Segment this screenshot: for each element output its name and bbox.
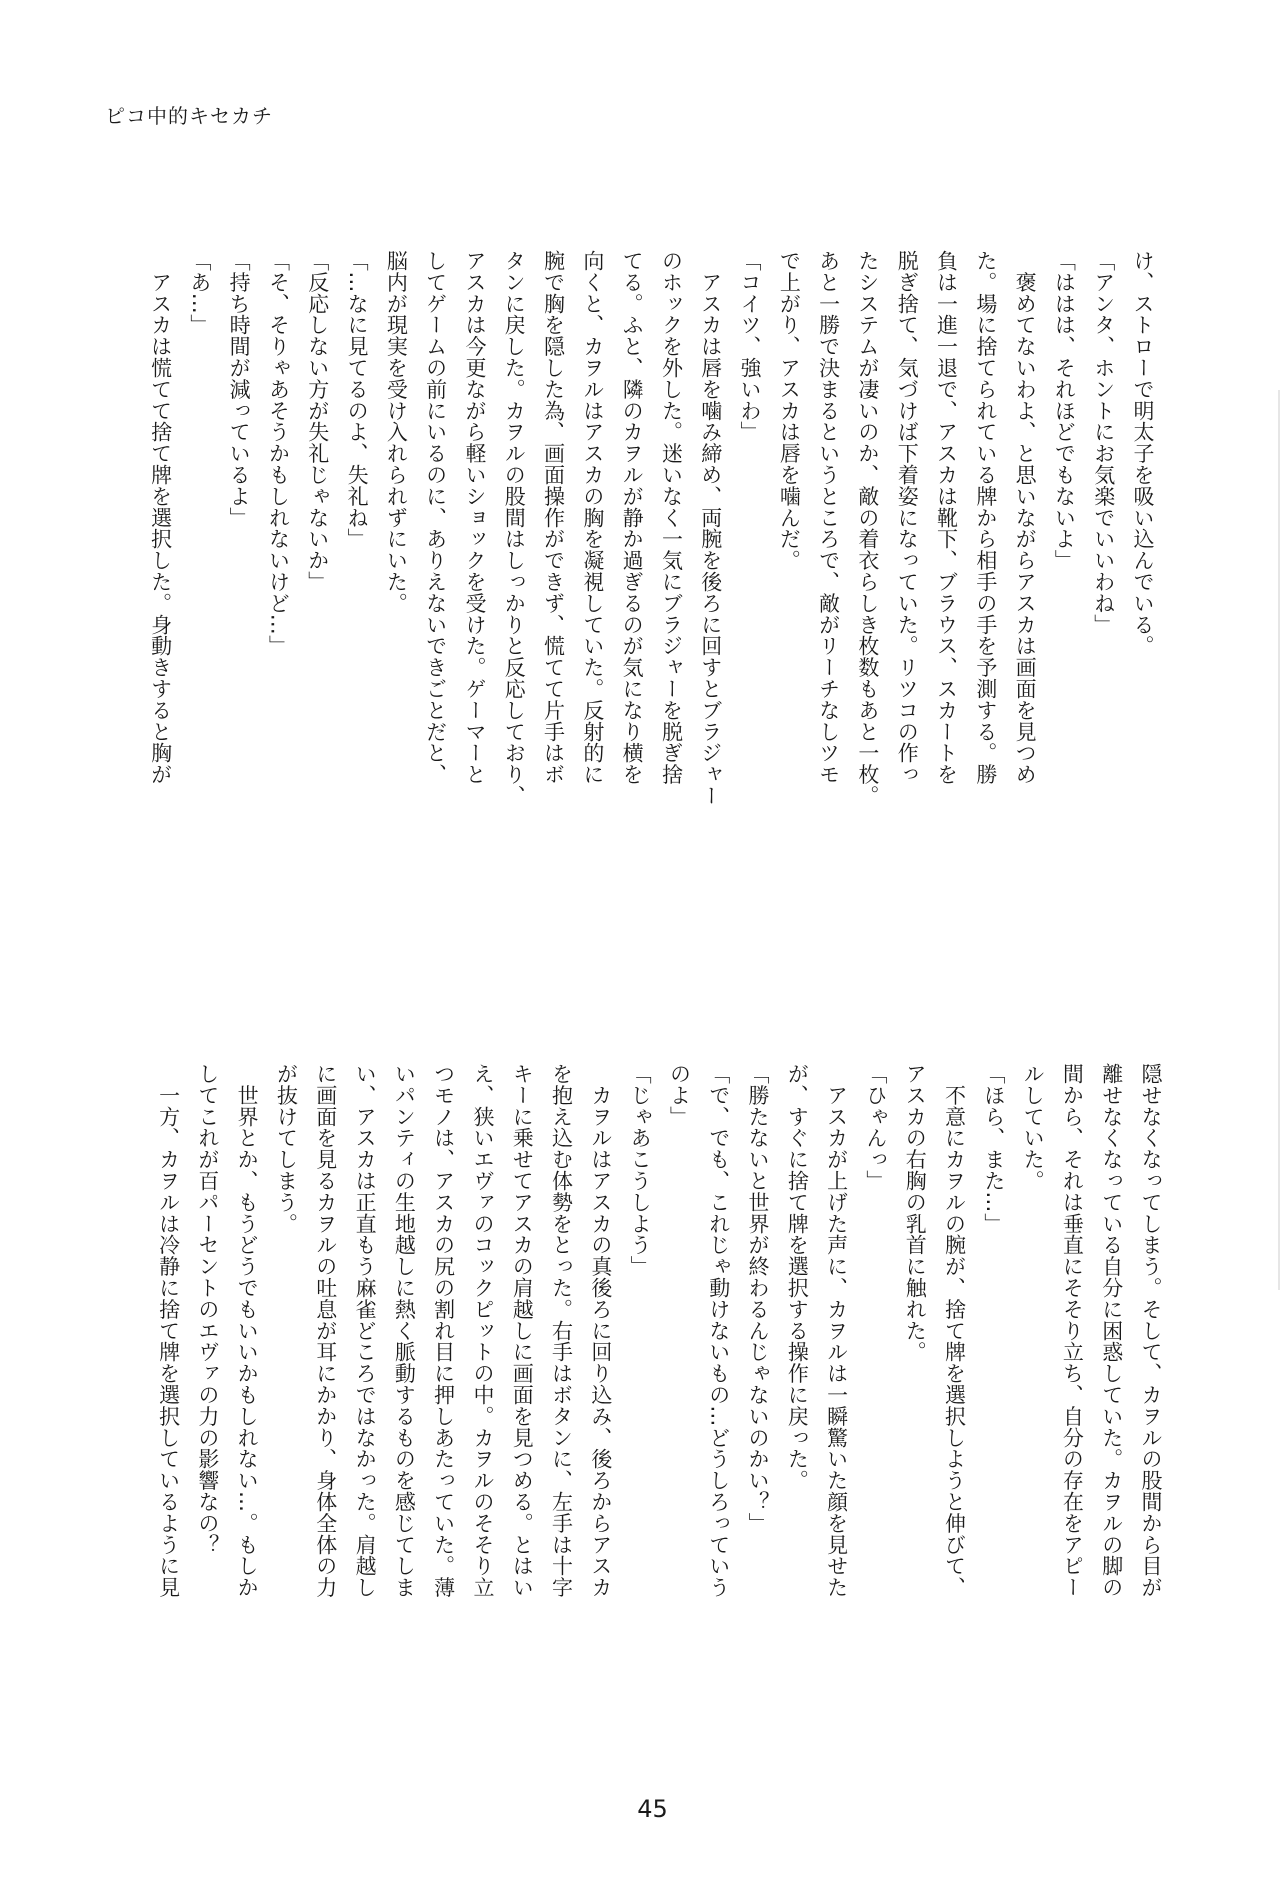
text-line: あと一勝で決まるというところで、敵がリーチなしツモ	[816, 250, 841, 785]
text-line: 脱ぎ捨て、気づけば下着姿になっていた。リツコの作っ	[895, 250, 920, 785]
text-line: 「そ、そりゃあそうかもしれないけど…」	[266, 250, 291, 657]
text-line: え、狭いエヴァのコックピットの中。カヲルのそそり立	[470, 1063, 495, 1598]
text-line: が、すぐに捨て牌を選択する操作に戻った。	[785, 1063, 810, 1491]
text-line: 「反応しない方が失礼じゃないか」	[305, 250, 330, 593]
text-block-bottom	[148, 1063, 1170, 1663]
text-line: てる。ふと、隣のカヲルが静か過ぎるのが気になり横を	[620, 250, 645, 785]
text-line: 「勝たないと世界が終わるんじゃないのかい？」	[746, 1063, 771, 1534]
text-line: 「じゃあこうしよう」	[628, 1063, 653, 1277]
text-line: キーに乗せてアスカの肩越しに画面を見つめる。とはい	[510, 1063, 535, 1598]
page-number: 45	[637, 1795, 668, 1823]
text-line: してこれが百パーセントのエヴァの力の影響なの？	[195, 1063, 220, 1556]
text-line: 「ほら、また…」	[981, 1063, 1006, 1235]
text-line: たシステムが凄いのか、敵の着衣らしき枚数もあと一枚。	[855, 250, 880, 807]
text-line: カヲルはアスカの真後ろに回り込み、後ろからアスカ	[588, 1063, 613, 1598]
text-line: 「ははは、それほどでもないよ」	[1052, 250, 1077, 571]
text-line: 負は一進一退で、アスカは靴下、ブラウス、スカートを	[934, 250, 959, 785]
text-line: のよ」	[667, 1063, 692, 1128]
text-line: を抱え込む体勢をとった。右手はボタンに、左手は十字	[549, 1063, 574, 1598]
text-block-top	[140, 250, 1162, 810]
text-line: 間から、それは垂直にそそり立ち、自分の存在をアピー	[1060, 1063, 1085, 1598]
text-line: 脳内が現実を受け入れられずにいた。	[384, 250, 409, 614]
text-line: 腕で胸を隠した為、画面操作ができず、慌てて片手はボ	[541, 250, 566, 785]
text-line: ルしていた。	[1021, 1063, 1046, 1192]
text-line: アスカは慌てて捨て牌を選択した。身動きすると胸が	[148, 250, 173, 785]
text-line: してゲームの前にいるのに、ありえないできごとだと、	[423, 250, 448, 785]
text-line: に画面を見るカヲルの吐息が耳にかかり、身体全体の力	[313, 1063, 338, 1598]
text-line: 「コイツ、強いわ」	[738, 250, 763, 443]
text-line: タンに戻した。カヲルの股間はしっかりと反応しており、	[502, 250, 527, 807]
text-line: 一方、カヲルは冷静に捨て牌を選択しているように見	[156, 1063, 181, 1598]
text-line: つモノは、アスカの尻の割れ目に押しあたっていた。薄	[431, 1063, 456, 1598]
text-line: 「あ…」	[187, 250, 212, 336]
text-line: 「で、でも、これじゃ動けないもの…どうしろっていう	[706, 1063, 731, 1598]
text-line: い、アスカは正直もう麻雀どころではなかった。肩越し	[353, 1063, 378, 1598]
text-line: た。場に捨てられている牌から相手の手を予測する。勝	[973, 250, 998, 785]
text-line: 隠せなくなってしまう。そして、カヲルの股間から目が	[1139, 1063, 1163, 1598]
text-line: 褒めてないわよ、と思いながらアスカは画面を見つめ	[1013, 250, 1038, 785]
text-line: 「アンタ、ホントにお気楽でいいわね」	[1091, 250, 1116, 636]
text-line: 「ひゃんっ」	[863, 1063, 888, 1192]
text-line: アスカは唇を噛み締め、両腕を後ろに回すとブラジャー	[698, 250, 723, 807]
text-line: 向くと、カヲルはアスカの胸を凝視していた。反射的に	[580, 250, 605, 785]
text-line: 「…なに見てるのよ、失礼ね」	[345, 250, 370, 550]
text-line: で上がり、アスカは唇を噛んだ。	[777, 250, 802, 571]
text-line: け、ストローで明太子を吸い込んでいる。	[1131, 250, 1155, 657]
text-line: のホックを外した。迷いなく一気にブラジャーを脱ぎ捨	[659, 250, 684, 785]
text-line: アスカが上げた声に、カヲルは一瞬驚いた顔を見せた	[824, 1063, 849, 1598]
text-line: 世界とか、もうどうでもいいかもしれない…。もしか	[235, 1063, 260, 1598]
text-line: アスカは今更ながら軽いショックを受けた。ゲーマーと	[462, 250, 487, 785]
text-line: アスカの右胸の乳首に触れた。	[903, 1063, 928, 1363]
text-line: 「持ち時間が減っているよ」	[227, 250, 252, 529]
running-head: ピコ中的キセカチ	[105, 104, 273, 128]
text-line: いパンティの生地越しに熱く脈動するものを感じてしま	[392, 1063, 417, 1598]
text-line: が抜けてしまう。	[274, 1063, 299, 1235]
text-line: 離せなくなっている自分に困惑していた。カヲルの脚の	[1099, 1063, 1124, 1598]
text-line: 不意にカヲルの腕が、捨て牌を選択しようと伸びて、	[942, 1063, 967, 1598]
